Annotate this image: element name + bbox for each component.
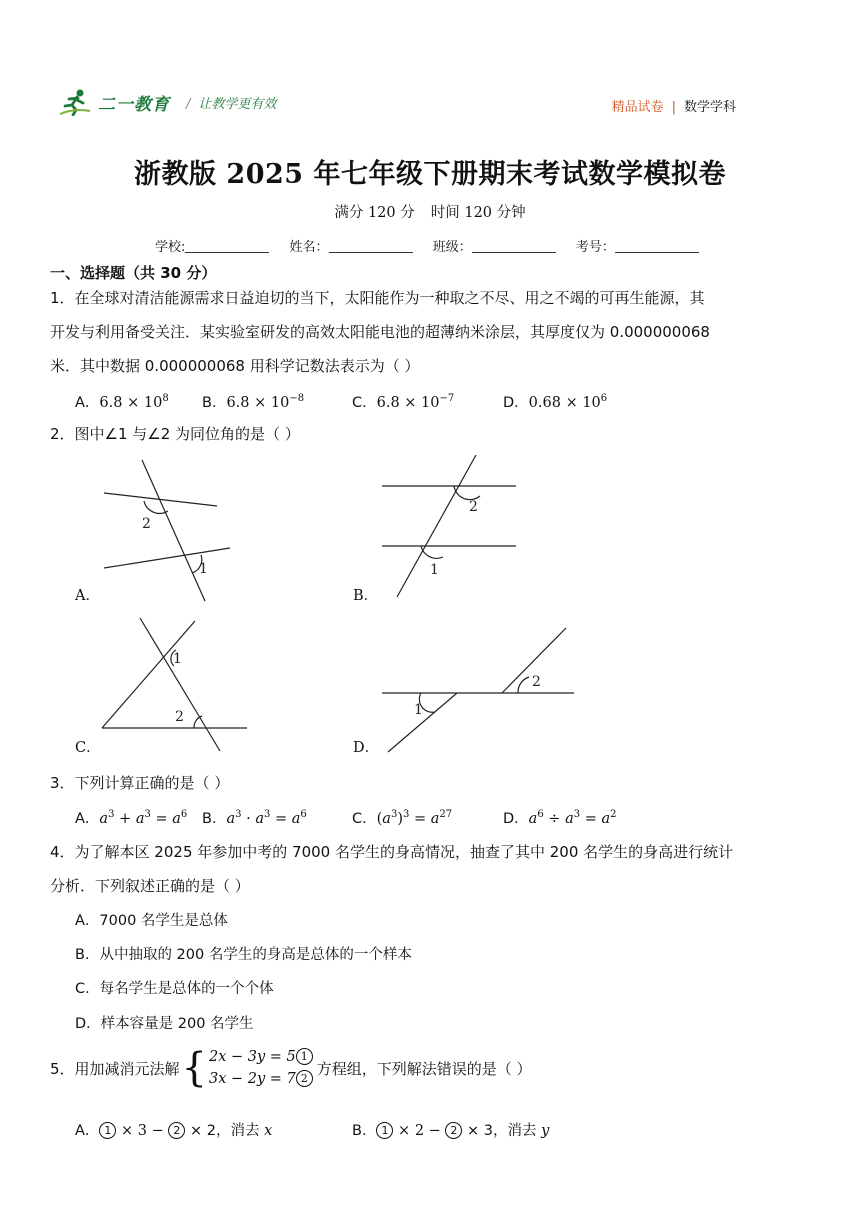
question-5: 5．用加减消元法解 { 2x − 3y = 5 1 3x − 2y = 7 2 方程组，下列解法错误的是（ ） xyxy=(50,1045,532,1091)
school-field[interactable] xyxy=(185,239,269,253)
fig-a-label-1: 1 xyxy=(199,561,208,577)
q4-option-b[interactable]: B．从中抽取的 200 名学生的身高是总体的一个样本 xyxy=(75,947,412,963)
fig-label-d: D． xyxy=(353,740,380,756)
tag-premium: 精品试卷 xyxy=(611,100,664,115)
q4-option-a[interactable]: A．7000 名学生是总体 xyxy=(75,913,228,929)
fig-a-line-top xyxy=(104,493,217,506)
question-1: 1．在全球对清洁能源需求日益迫切的当下，太阳能作为一种取之不尽、用之不竭的可再生能源，其 开发与利用备受关注．某实验室研发的高效太阳能电池的超薄纳米涂层，其厚度仅为 0.000000068 米．其中数据 0.000000068 用科学记数法表示为（ ） xyxy=(50,289,710,375)
subtitle: 满分 120 分 时间 120 分钟 xyxy=(334,205,526,221)
fig-c-label-2: 2 xyxy=(175,709,184,725)
fig-d-label-1: 1 xyxy=(414,702,423,718)
fig-b-label-2: 2 xyxy=(469,499,478,515)
fig-b-label-1: 1 xyxy=(430,562,439,578)
fig-a-line-bottom xyxy=(104,548,230,568)
class-field[interactable] xyxy=(472,239,556,253)
exam-no-field[interactable] xyxy=(615,239,699,253)
question-4: 4．为了解本区 2025 年参加中考的 7000 名学生的身高情况，抽查了其中 200 名学生的身高进行统计 分析．下列叙述正确的是（ ） xyxy=(50,843,734,895)
header-logo xyxy=(58,88,276,116)
question-2: 2．图中∠1 与∠2 为同位角的是（ ） xyxy=(50,425,300,443)
fig-label-a: A． xyxy=(75,588,100,604)
fig-d-arc-2 xyxy=(518,677,529,693)
header-tags: 精品试卷 | 数学学科 xyxy=(611,100,736,115)
fig-d-label-2: 2 xyxy=(532,674,541,690)
fig-c-label-1: 1 xyxy=(173,651,182,667)
q4-option-d[interactable]: D．样本容量是 200 名学生 xyxy=(75,1016,254,1032)
slogan: / 让教学更有效 xyxy=(186,96,277,112)
question-3: 3．下列计算正确的是（ ） xyxy=(50,774,230,792)
tag-subject: 数学学科 xyxy=(683,100,736,115)
q5-option-b[interactable]: B． 1 × 2 − 2 × 3，消去 y xyxy=(352,1123,550,1139)
page-title: 浙教版 2025 年七年级下册期末考试数学模拟卷 xyxy=(134,159,726,190)
runner-logo-icon xyxy=(58,88,92,116)
equation-system: 2x − 3y = 5 1 3x − 2y = 7 2 xyxy=(209,1046,313,1090)
student-info: 学校: 姓名： 班级： 考号： xyxy=(155,236,715,255)
fig-label-c: C． xyxy=(75,740,101,756)
q3-option-c[interactable]: C．$(a^3)^3 = a^{27}$ xyxy=(352,809,453,827)
section-heading: 一、选择题（共 30 分） xyxy=(50,264,217,282)
fig-label-b: B． xyxy=(353,588,379,604)
q2-figures xyxy=(60,455,800,765)
q3-option-b[interactable]: B．$a^3 \cdot a^3 = a^6$ xyxy=(202,809,307,827)
fig-c-arc-2 xyxy=(194,716,202,728)
fig-a-label-2: 2 xyxy=(142,516,151,532)
q5-option-a[interactable]: A． 1 × 3 − 2 × 2，消去 x xyxy=(75,1123,273,1139)
q1-option-a[interactable]: A．$6.8 \times 10^8$ xyxy=(75,393,169,411)
q1-option-b[interactable]: B．$6.8 \times 10^{-8}$ xyxy=(202,393,305,411)
logo-text: 二一教育 xyxy=(98,94,170,115)
q3-option-a[interactable]: A．$a^3 + a^3 = a^6$ xyxy=(75,809,188,827)
name-field[interactable] xyxy=(329,239,413,253)
q4-option-c[interactable]: C．每名学生是总体的一个个体 xyxy=(75,981,274,997)
q1-option-c[interactable]: C．$6.8 \times 10^{-7}$ xyxy=(352,393,455,411)
q3-option-d[interactable]: D．$a^6 \div a^3 = a^2$ xyxy=(503,809,617,827)
q1-option-d[interactable]: D．$0.68 \times 10^6$ xyxy=(503,393,608,411)
fig-a-transversal xyxy=(142,460,205,601)
